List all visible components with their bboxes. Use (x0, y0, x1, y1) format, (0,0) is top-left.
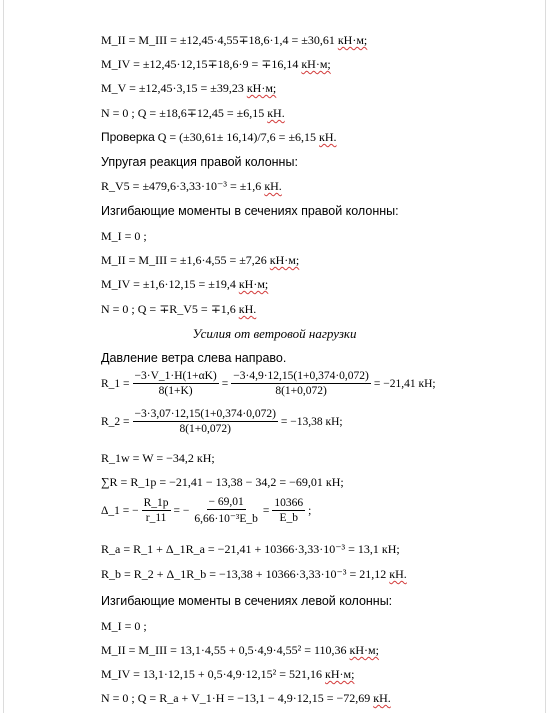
fraction: $\frac{- 69,01}{\text{6,66·10⁻³E\_b}}$ (194, 496, 258, 525)
fraction: $\frac{10366}{E\_b}$ (274, 497, 304, 524)
wind-heading: Усилия от ветровой нагрузки (192, 326, 357, 341)
right-reaction-title: Упругая реакция правой колонны: (101, 155, 298, 169)
formula-right-m2: M_II = M_III = ±1,6·4,55 = ±7,26 кН·м; (101, 253, 300, 267)
formula-r1w: R_1w = W = −34,2 кН; (101, 451, 215, 465)
page-right-edge (545, 0, 546, 713)
formula-m5: M_V = ±12,45·3,15 = ±39,23 кН·м; (101, 81, 277, 95)
fraction: $\frac{-3\cdot 3,07\cdot 12,15(1+0,374\cdot 0,072)}{8(1+0,072)}$ (134, 408, 276, 435)
left-moments-title: Изгибающие моменты в сечениях левой колонны: (101, 594, 393, 608)
page-left-edge (3, 0, 4, 713)
formula-n-q: N = 0 ; Q = ±18,6∓12,45 = ±6,15 кН. (101, 106, 285, 120)
formula-r2: R_2 = $\frac{-3\cdot 3,07\cdot 12,15(1+0,374\cdot 0,072)}{8(1+0,072)}$ = −13,38 кН; (101, 408, 343, 435)
formula-r5: R_V5 = ±479,6·3,33·10⁻³ = ±1,6 кН. (101, 179, 282, 193)
formula-m4: M_IV = ±12,45·12,15∓18,6·9 = ∓16,14 кН·м; (101, 57, 331, 71)
wind-direction: Давление ветра слева направо. (101, 351, 287, 365)
formula-right-n-q: N = 0 ; Q = ∓R_V5 = ∓1,6 кН. (101, 302, 257, 316)
formula-right-m1: M_I = 0 ; (101, 229, 147, 243)
right-moments-title: Изгибающие моменты в сечениях правой колонны: (101, 204, 399, 218)
formula-m2-m3: M_II = M_III = ±12,45·4,55∓18,6·1,4 = ±30,61 кН·м; (101, 33, 368, 47)
formula-sum-r: ∑R = R_1p = −21,41 − 13,38 − 34,2 = −69,01 кН; (101, 475, 344, 489)
formula-right-m4: M_IV = ±1,6·12,15 = ±19,4 кН·м; (101, 277, 269, 291)
fraction: $\frac{-3\cdot V\_1\cdot H(1+\alpha K)}{8(1+K)}$ (134, 370, 217, 397)
formula-left-m1: M_I = 0 ; (101, 619, 147, 633)
fraction: $\frac{-3\cdot 4,9\cdot 12,15(1+0,374\cdot 0,072)}{8(1+0,072)}$ (233, 370, 369, 397)
formula-r1: R_1 = $\frac{-3\cdot V\_1\cdot H(1+\alpha K)}{8(1+K)}$ = $\frac{-3\cdot 4,9\cdot 12,15(1+0,374\cdot 0,072)}{8(1+0,072)}$ = −21,41 кН; (101, 370, 436, 397)
formula-delta: Δ_1 = − $\frac{R\_1p}{r\_11}$ = − $\frac{- 69,01}{\text{6,66·10⁻³E\_b}}$ = $\frac{10366}{E\_b}$ ; (101, 496, 312, 525)
formula-ra: R_a = R_1 + Δ_1R_a = −21,41 + 10366·3,33·10⁻³ = 13,1 кН; (101, 542, 400, 556)
formula-left-m4: M_IV = 13,1·12,15 + 0,5·4,9·12,15² = 521,16 кН·м; (101, 667, 355, 681)
check-line: Проверка Q = (±30,61± 16,14)/7,6 = ±6,15 кН. (101, 130, 337, 144)
formula-left-n-q: N = 0 ; Q = R_a + V_1·H = −13,1 − 4,9·12,15 = −72,69 кН. (101, 691, 391, 705)
formula-left-m2: M_II = M_III = 13,1·4,55 + 0,5·4,9·4,55² = 110,36 кН·м; (101, 643, 379, 657)
fraction: $\frac{R\_1p}{r\_11}$ (143, 497, 169, 524)
formula-rb: R_b = R_2 + Δ_1R_b = −13,38 + 10366·3,33·10⁻³ = 21,12 кН. (101, 567, 407, 581)
